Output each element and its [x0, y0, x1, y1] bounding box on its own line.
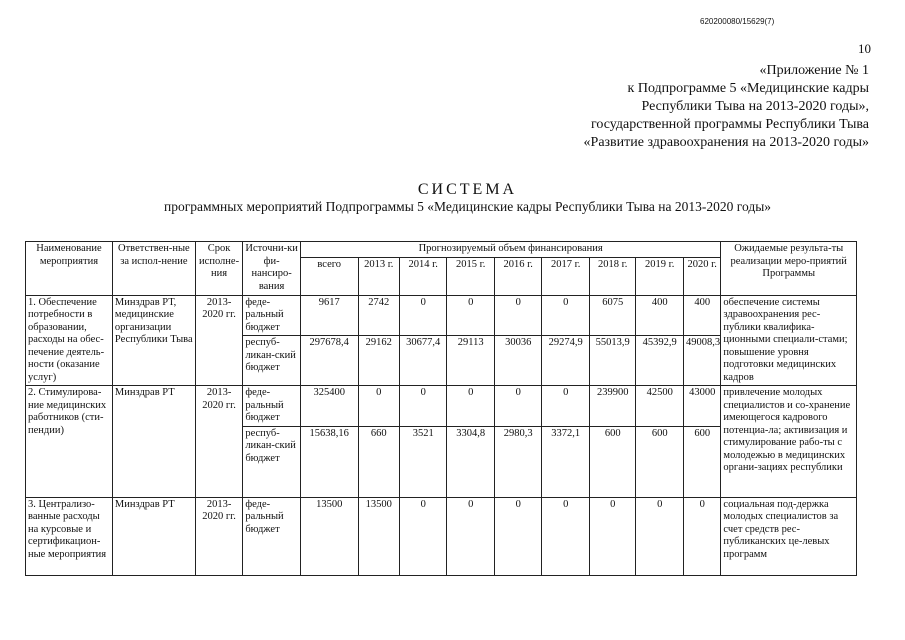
value-cell: 0	[494, 497, 542, 575]
funding-source: феде-ральный бюджет	[243, 497, 301, 575]
appendix-line: «Развитие здравоохранения на 2013-2020 годы»	[583, 135, 869, 150]
expected-result: обеспечение системы здравоохранения рес-публики квалифика-ционными специали-стами; повышение уровня подготовки медицинских кадров	[721, 295, 857, 386]
measure-responsible: Минздрав РТ	[112, 386, 195, 498]
value-cell: 600	[636, 426, 684, 497]
table-row	[26, 386, 857, 427]
document-id: 620200080/15629(7)	[700, 17, 775, 26]
appendix-line: «Приложение № 1	[759, 63, 869, 78]
measure-name: 3. Централизо-ванные расходы на курсовые и сертификацион-ные мероприятия	[26, 497, 113, 575]
header-year: 2020 г.	[683, 257, 720, 295]
header-results: Ожидаемые результа-ты реализации меро-приятий Программы	[721, 242, 857, 296]
value-cell: 30677,4	[399, 336, 447, 386]
value-cell: 600	[589, 426, 636, 497]
measure-term: 2013-2020 гг.	[195, 497, 243, 575]
value-cell: 43000	[683, 386, 720, 427]
measure-term: 2013-2020 гг.	[195, 386, 243, 498]
header-name: Наименование мероприятия	[26, 242, 113, 296]
value-cell: 2980,3	[494, 426, 542, 497]
value-cell: 0	[494, 295, 542, 336]
funding-source: феде-ральный бюджет	[243, 295, 301, 336]
value-cell: 0	[636, 497, 684, 575]
value-cell: 0	[399, 497, 447, 575]
measure-name: 1. Обеспечение потребности в образовании, расходы на обес-печение деятель-ности (оказание услуг)	[26, 295, 113, 386]
value-cell: 297678,4	[300, 336, 358, 386]
document-title: СИСТЕМА	[417, 181, 518, 198]
value-cell: 325400	[300, 386, 358, 427]
value-cell: 400	[636, 295, 684, 336]
table-header	[26, 242, 857, 296]
value-cell: 55013,9	[589, 336, 636, 386]
value-cell: 29162	[358, 336, 399, 386]
value-cell: 3521	[399, 426, 447, 497]
appendix-line: Республики Тыва на 2013-2020 годы»,	[641, 99, 869, 114]
header-year: 2019 г.	[636, 257, 684, 295]
value-cell: 400	[683, 295, 720, 336]
header-year: 2014 г.	[399, 257, 447, 295]
value-cell: 3372,1	[542, 426, 590, 497]
value-cell: 13500	[300, 497, 358, 575]
value-cell: 0	[399, 386, 447, 427]
value-cell: 660	[358, 426, 399, 497]
value-cell: 0	[542, 497, 590, 575]
funding-source: феде-ральный бюджет	[243, 386, 301, 427]
value-cell: 239900	[589, 386, 636, 427]
table-row	[26, 497, 857, 575]
value-cell: 0	[683, 497, 720, 575]
expected-result: социальная под-держка молодых специалистов за счет средств рес-публиканских це-левых программ	[721, 497, 857, 575]
header-year: 2013 г.	[358, 257, 399, 295]
value-cell: 13500	[358, 497, 399, 575]
header-year: 2015 г.	[447, 257, 495, 295]
measure-responsible: Минздрав РТ	[112, 497, 195, 575]
header-year: 2017 г.	[542, 257, 590, 295]
value-cell: 30036	[494, 336, 542, 386]
header-year: 2018 г.	[589, 257, 636, 295]
funding-source: респуб-ликан-ский бюджет	[243, 426, 301, 497]
header-year: всего	[300, 257, 358, 295]
measure-term: 2013-2020 гг.	[195, 295, 243, 386]
table-row	[26, 295, 857, 336]
header-year: 2016 г.	[494, 257, 542, 295]
value-cell: 0	[447, 497, 495, 575]
funding-source: респуб-ликан-ский бюджет	[243, 336, 301, 386]
value-cell: 0	[399, 295, 447, 336]
value-cell: 29274,9	[542, 336, 590, 386]
header-term: Срок исполне-ния	[195, 242, 243, 296]
value-cell: 49008,3	[683, 336, 720, 386]
value-cell: 45392,9	[636, 336, 684, 386]
appendix-line: к Подпрограмме 5 «Медицинские кадры	[627, 81, 869, 96]
value-cell: 600	[683, 426, 720, 497]
value-cell: 6075	[589, 295, 636, 336]
value-cell: 2742	[358, 295, 399, 336]
value-cell: 0	[358, 386, 399, 427]
value-cell: 0	[447, 295, 495, 336]
program-measures-table	[25, 241, 857, 576]
appendix-line: государственной программы Республики Тыва	[591, 117, 869, 132]
header-responsible: Ответствен-ные за испол-нение	[112, 242, 195, 296]
expected-result: привлечение молодых специалистов и со-хранение имеющегося кадрового потенциа-ла; активизация и стимулирование рабо-ты с молодежью в медицинских органи-зациях республики	[721, 386, 857, 498]
header-sources: Источни-ки фи-нансиро-вания	[243, 242, 301, 296]
value-cell: 9617	[300, 295, 358, 336]
appendix-header	[584, 62, 869, 152]
value-cell: 42500	[636, 386, 684, 427]
measure-responsible: Минздрав РТ, медицинские организации Республики Тыва	[112, 295, 195, 386]
measure-name: 2. Стимулирова-ние медицинских работников (сти-пендии)	[26, 386, 113, 498]
value-cell: 15638,16	[300, 426, 358, 497]
page-number: 10	[858, 41, 871, 56]
value-cell: 0	[494, 386, 542, 427]
value-cell: 0	[542, 295, 590, 336]
value-cell: 0	[447, 386, 495, 427]
value-cell: 0	[542, 386, 590, 427]
value-cell: 3304,8	[447, 426, 495, 497]
value-cell: 0	[589, 497, 636, 575]
document-subtitle: программных мероприятий Подпрограммы 5 «Медицинские кадры Республики Тыва на 2013-2020 годы»	[163, 199, 772, 214]
header-financing: Прогнозируемый объем финансирования	[300, 242, 721, 258]
value-cell: 29113	[447, 336, 495, 386]
